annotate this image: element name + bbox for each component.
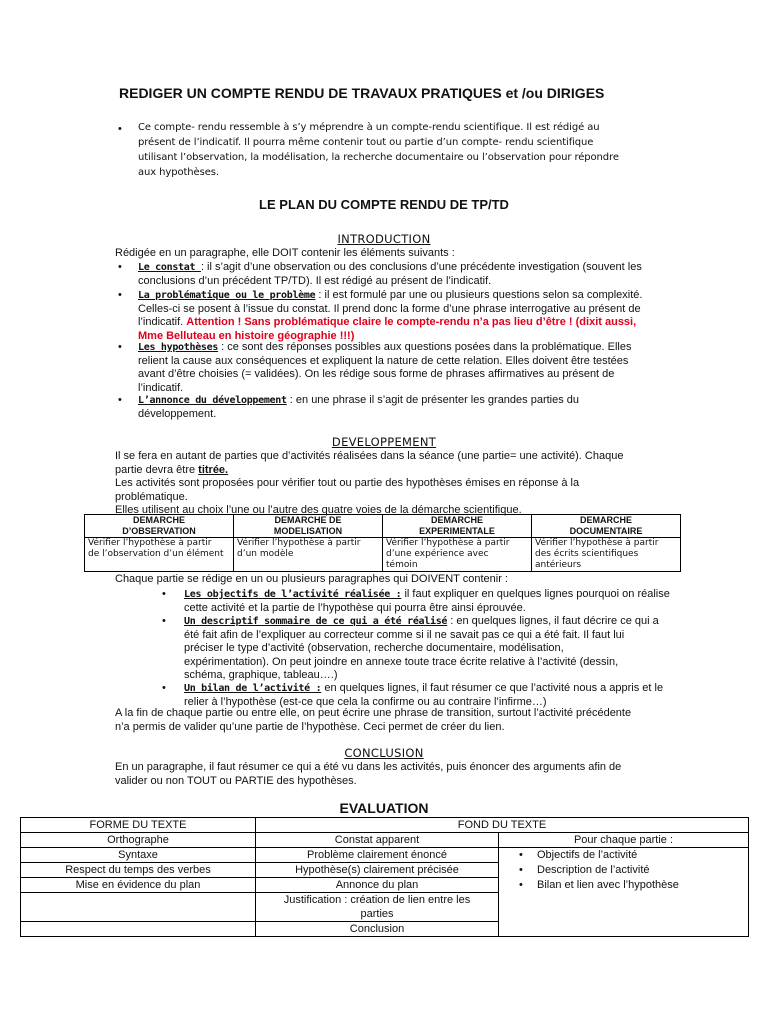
table-cell: Vérifier l’hypothèse à partir d’une expérience avec témoin	[383, 538, 532, 572]
table-cell: Vérifier l’hypothèse à partir d’un modèle	[234, 538, 383, 572]
parties-lead: Chaque partie se rédige en un ou plusieurs paragraphes qui DOIVENT contenir :	[115, 573, 508, 585]
bullet-icon: •	[118, 289, 122, 301]
bullet-icon: •	[519, 879, 523, 891]
table-cell: Constat apparent	[256, 833, 499, 848]
table-cell: Pour chaque partie :	[499, 833, 749, 848]
table-cell: Orthographe	[21, 833, 256, 848]
bullet-icon: •	[162, 615, 166, 627]
annonce-item: L’annonce du développement : en une phrase il s’agit de présenter les grandes parties du développement.	[138, 394, 580, 420]
table-cell: Vérifier l’hypothèse à partir de l’observation d’un élément	[85, 538, 234, 572]
table-header-cell: DEMARCHE EXPERIMENTALE	[383, 515, 532, 538]
table-cell: Hypothèse(s) clairement précisée	[256, 863, 499, 878]
table-header-cell: FORME DU TEXTE	[21, 818, 256, 833]
evaluation-heading: EVALUATION	[339, 800, 429, 816]
table-cell: Justification : création de lien entre les parties	[256, 893, 499, 922]
bilan-item: Un bilan de l’activité : en quelques lignes, il faut résumer ce que l’activité nous a appris et le relier à l’hypothèse (est-ce que cela la confirme ou au contraire l’infirme…)	[184, 682, 664, 708]
conclusion-heading: CONCLUSION	[344, 746, 424, 760]
bullet-icon: •	[519, 864, 523, 876]
introduction-heading: INTRODUCTION	[337, 232, 431, 246]
table-row	[21, 818, 749, 833]
hypotheses-item: Les hypothèses : ce sont des réponses possibles aux questions posées dans la problématique. Elles relient la cause aux conséquences et expliquent la nature de cette relation. Elles doivent être testées avant d’être choisies (= validées). On les rédige sous forme de phrases affirmatives au présent de l’indicatif.	[138, 341, 632, 394]
partie-list	[501, 848, 746, 893]
table-cell: Syntaxe	[21, 848, 256, 863]
table-row	[85, 538, 681, 572]
demarche-table	[84, 514, 681, 572]
partie-list-cell	[499, 848, 749, 937]
objectifs-item: Les objectifs de l’activité réalisée : il faut expliquer en quelques lignes pourquoi on réalise cette activité et la partie de l’hypothèse qui pourra être ainsi éprouvée.	[184, 588, 670, 614]
table-cell: Vérifier l’hypothèse à partir des écrits scientifiques antérieurs	[532, 538, 681, 572]
transition-text: A la fin de chaque partie ou entre elle, on peut écrire une phrase de transition, surtout l’activité précédente n’a permis de valider qu’une partie de l’hypothèse. Ceci permet de créer du lien.	[115, 707, 632, 733]
table-header-cell: DEMARCHE DOCUMENTAIRE	[532, 515, 681, 538]
table-cell	[21, 922, 256, 937]
introduction-lead: Rédigée en un paragraphe, elle DOIT contenir les éléments suivants :	[115, 247, 455, 259]
bullet-icon: •	[162, 682, 166, 694]
table-header-cell: DEMARCHE D’OBSERVATION	[85, 515, 234, 538]
list-item: • Description de l’activité	[519, 864, 650, 876]
list-item: • Bilan et lien avec l’hypothèse	[519, 879, 679, 891]
table-cell: Annonce du plan	[256, 878, 499, 893]
bullet-icon: •	[118, 123, 122, 135]
table-cell: Respect du temps des verbes	[21, 863, 256, 878]
table-cell: Mise en évidence du plan	[21, 878, 256, 893]
table-cell: Problème clairement énoncé	[256, 848, 499, 863]
constat-item: Le constat : il s’agit d’une observation ou des conclusions d’une précédente investigation (souvent les conclusions d’un précédent TP/TD). Il est rédigé au présent de l’indicatif.	[138, 261, 642, 287]
bullet-icon: •	[162, 588, 166, 600]
bullet-icon: •	[118, 261, 122, 273]
conclusion-text: En un paragraphe, il faut résumer ce qui a été vu dans les activités, puis énoncer des arguments afin de valider ou non TOUT ou PARTIE des hypothèses.	[115, 761, 622, 787]
table-row	[85, 515, 681, 538]
bullet-icon: •	[118, 341, 122, 353]
developpement-heading: DEVELOPPEMENT	[331, 435, 437, 449]
plan-title: LE PLAN DU COMPTE RENDU DE TP/TD	[259, 197, 509, 212]
problematique-item: La problématique ou le problème : il est formulé par une ou plusieurs questions selon sa complexité. Celles-ci se posent à l’issue du constat. Il prend donc la forme d’une phrase interrogative au présent de l’indicatif. Attention ! Sans problématique claire le compte-rendu n’a pas lieu d’être ! (dixit aussi, Mme Belluteau en histoire géographie !!!)	[138, 289, 643, 342]
intro-bullet-text: Ce compte- rendu ressemble à s’y méprendre à un compte-rendu scientifique. Il est rédigé au présent de l’indicatif. Il pourra même contenir tout ou partie d’un compte- rendu scientifique utilisant l’observation, la modélisation, la recherche documentaire ou l’observation pour répondre aux hypothèses.	[138, 122, 619, 178]
list-item: • Objectifs de l’activité	[519, 849, 638, 861]
bullet-icon: •	[519, 849, 523, 861]
table-row	[21, 833, 749, 848]
document-title: REDIGER UN COMPTE RENDU DE TRAVAUX PRATIQUES et /ou DIRIGES	[119, 85, 605, 101]
bullet-icon: •	[118, 394, 122, 406]
evaluation-table	[20, 817, 749, 937]
table-row	[21, 848, 749, 863]
developpement-text: Il se fera en autant de parties que d’activités réalisées dans la séance (une partie= une activité). Chaque partie devra être titrée. Les activités sont proposées pour vérifier tout ou partie des hypothèses émises en réponse à la problématique. Elles utilisent au choix l’une ou l’autre des quatre voies de la démarche scientifique.	[115, 450, 624, 517]
table-cell: Conclusion	[256, 922, 499, 937]
table-header-cell: DEMARCHE DE MODELISATION	[234, 515, 383, 538]
table-cell	[21, 893, 256, 922]
table-header-cell: FOND DU TEXTE	[256, 818, 749, 833]
descriptif-item: Un descriptif sommaire de ce qui a été réalisé : en quelques lignes, il faut décrire ce qui a été fait afin de l’expliquer au correcteur comme si il ne savait pas ce qui a été fait. Il faut lui préciser le type d’activité (observation, recherche documentaire, modélisation, expérimentation). On peut joindre en annexe toute trace écrite relative à l’activité (dessin, schéma, graphique, tableau….)	[184, 615, 659, 682]
